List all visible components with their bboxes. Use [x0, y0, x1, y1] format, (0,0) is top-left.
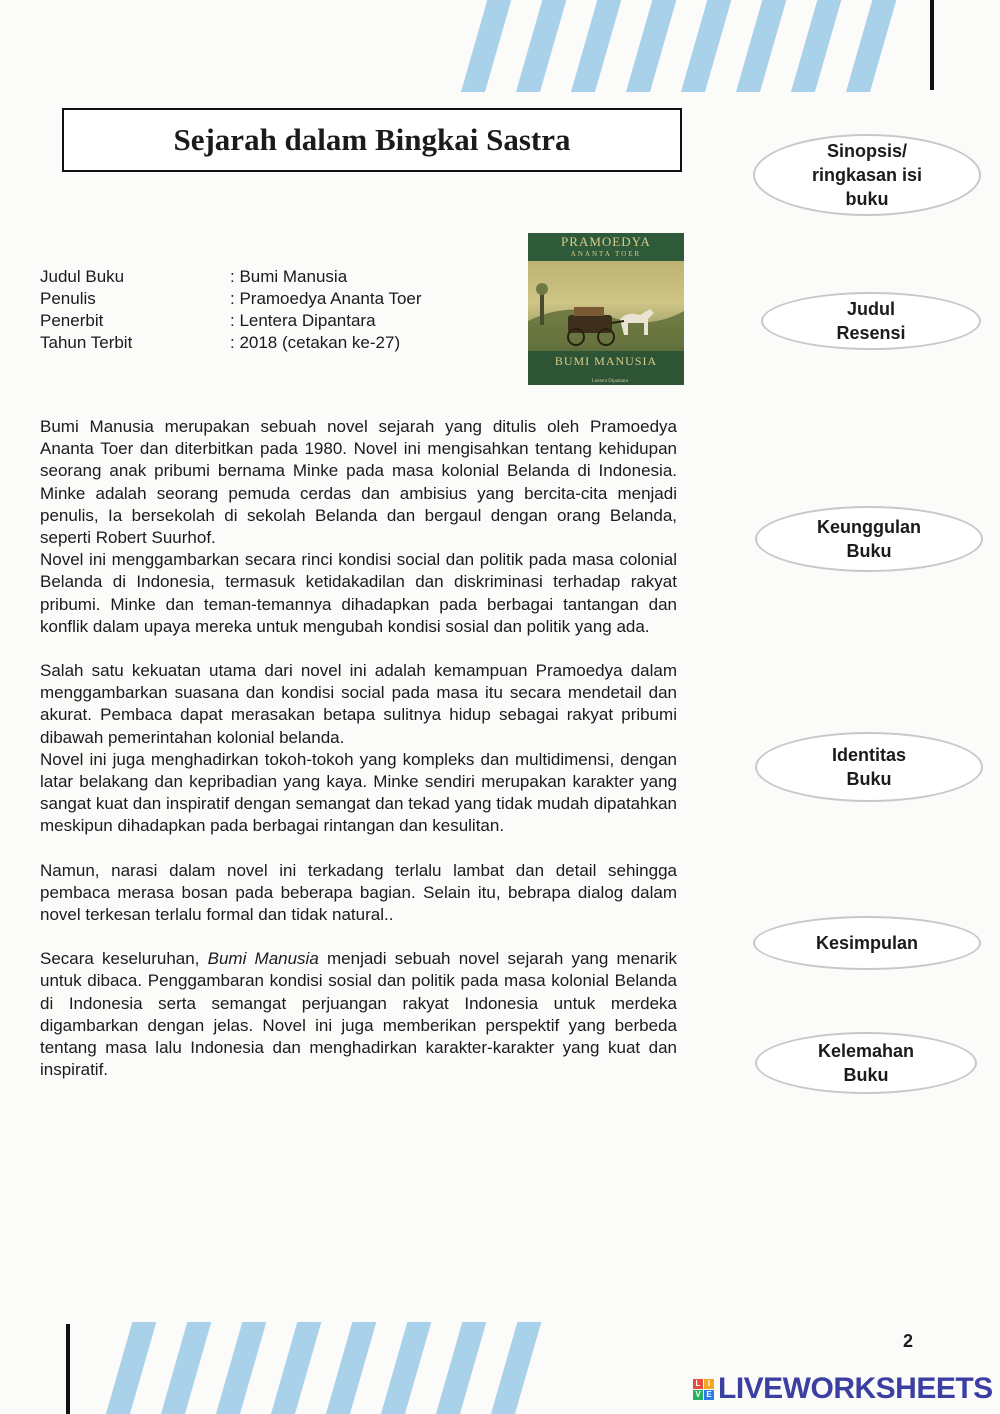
carriage-illustration-icon — [528, 261, 684, 351]
label-kelemahan-buku[interactable] — [755, 1032, 977, 1094]
liveworksheets-logo-icon — [693, 1379, 714, 1400]
cover-author-subname: ANANTA TOER — [570, 250, 642, 258]
label-judul-resensi-text: Judul Resensi — [836, 299, 906, 343]
conclusion-text-rest: menjadi sebuah novel sejarah yang menarik untuk dibaca. Penggambaran kondisi sosial dan politik pada masa kolonial Belanda di Indonesia serta semangat perjuangan rakyat Indonesia untuk merdeka digambarkan dengan jelas. Novel ini juga memberikan perspektif yang berbeda tentang masa lalu Indonesia dan menghadirkan karakter-karakter yang kuat dan inspiratif. — [40, 949, 677, 1080]
identity-row-author — [40, 288, 422, 310]
label-judul-resensi[interactable] — [761, 292, 981, 350]
synopsis-paragraph: Bumi Manusia merupakan sebuah novel sejarah yang ditulis oleh Pramoedya Ananta Toer dan diterbitkan pada 1980. Novel ini mengisahkan tentang kehidupan seorang anak pribumi bernama Minke pada masa kolonial Belanda di Indonesia. Minke adalah seorang pemuda cerdas dan ambisius yang bercita-cita menjadi penulis, Ia bersekolah di sekolah Belanda dan bergaul dengan orang Belanda, seperti Robert Suurhof. — [40, 417, 677, 548]
book-identity — [40, 266, 422, 354]
label-identitas-buku[interactable] — [755, 732, 983, 802]
label-keunggulan-buku[interactable] — [755, 506, 983, 572]
identity-value: : 2018 (cetakan ke-27) — [230, 333, 401, 352]
bottom-stripes-decoration — [100, 1322, 550, 1414]
identity-label: Penulis — [40, 289, 96, 308]
page-number: 2 — [903, 1331, 914, 1351]
strengths-paragraph: Salah satu kekuatan utama dari novel ini adalah kemampuan Pramoedya dalam menggambarkan suasana dan kondisi social pada masa itu secara mendetail dan akurat. Pembaca dapat merasakan betapa sulitnya hidup sebagai rakyat pribumi dibawah pemerintahan kolonial belanda. — [40, 661, 677, 747]
top-right-vertical-bar — [930, 0, 934, 90]
identity-row-title — [40, 266, 422, 288]
logo-cell: L — [693, 1379, 703, 1389]
label-sinopsis-text: Sinopsis/ ringkasan isi buku — [811, 141, 923, 209]
strengths-paragraph-2: Novel ini juga menghadirkan tokoh-tokoh yang kompleks dan multidimensi, dengan latar belakang dan kepribadian yang kaya. Minke sendiri merupakan karakter yang sangat kuat dan inspiratif dengan semangat dan tekad yang tidak mudah dipatahkan meskipun dihadapkan pada berbagai rintangan dan kesulitan. — [40, 749, 677, 836]
title-box[interactable] — [62, 108, 682, 172]
book-cover-image — [528, 233, 684, 385]
label-keunggulan-text: Keunggulan Buku — [817, 517, 921, 561]
cover-title: BUMI MANUSIA — [554, 354, 658, 368]
identity-label: Penerbit — [40, 311, 104, 330]
conclusion-text-start: Secara keseluruhan, — [40, 949, 208, 969]
cover-author — [528, 236, 684, 260]
label-identitas-text: Identitas Buku — [831, 745, 906, 789]
label-sinopsis[interactable] — [753, 134, 981, 216]
identity-label: Judul Buku — [40, 267, 125, 286]
label-kelemahan-text: Kelemahan Buku — [817, 1041, 915, 1085]
cover-author-name: PRAMOEDYA — [561, 234, 651, 249]
logo-cell: V — [693, 1390, 703, 1400]
label-kesimpulan-text: Kesimpulan — [815, 933, 919, 953]
identity-label: Tahun Terbit — [40, 333, 133, 352]
identity-value: : Bumi Manusia — [230, 267, 348, 286]
identity-row-publisher — [40, 310, 422, 332]
identity-value: : Lentera Dipantara — [230, 311, 376, 330]
identity-row-year — [40, 332, 422, 354]
weakness-paragraph: Namun, narasi dalam novel ini terkadang terlalu lambat dan detail sehingga pembaca merasa bosan pada beberapa bagian. Selain itu, bebrapa dialog dalam novel terkesan terlalu formal dan tidak natural.. — [40, 860, 677, 925]
logo-cell: E — [704, 1390, 714, 1400]
bottom-left-vertical-bar — [66, 1324, 70, 1414]
synopsis-paragraph-2: Novel ini menggambarkan secara rinci kondisi social dan politik pada masa colonial Belanda di Indonesia, termasuk ketidakadilan dan diskriminasi terhadap rakyat pribumi. Minke dan teman-temannya dihadapkan pada berbagai tantangan dan konflik dalam upaya mereka untuk mengubah kondisi sosial dan politik yang ada. — [40, 550, 677, 636]
conclusion-paragraph — [40, 948, 677, 1081]
top-stripes-decoration — [455, 0, 925, 92]
logo-cell: I — [704, 1379, 714, 1389]
cover-publisher: Lentera Dipantara — [591, 379, 628, 384]
label-kesimpulan[interactable] — [753, 916, 981, 970]
liveworksheets-logo[interactable] — [693, 1372, 993, 1406]
liveworksheets-brand-text: LIVEWORKSHEETS — [718, 1372, 993, 1405]
book-title-italic: Bumi Manusia — [207, 949, 319, 969]
review-content — [40, 416, 677, 1081]
page-title: Sejarah dalam Bingkai Sastra — [173, 122, 571, 157]
identity-value: : Pramoedya Ananta Toer — [230, 289, 422, 308]
